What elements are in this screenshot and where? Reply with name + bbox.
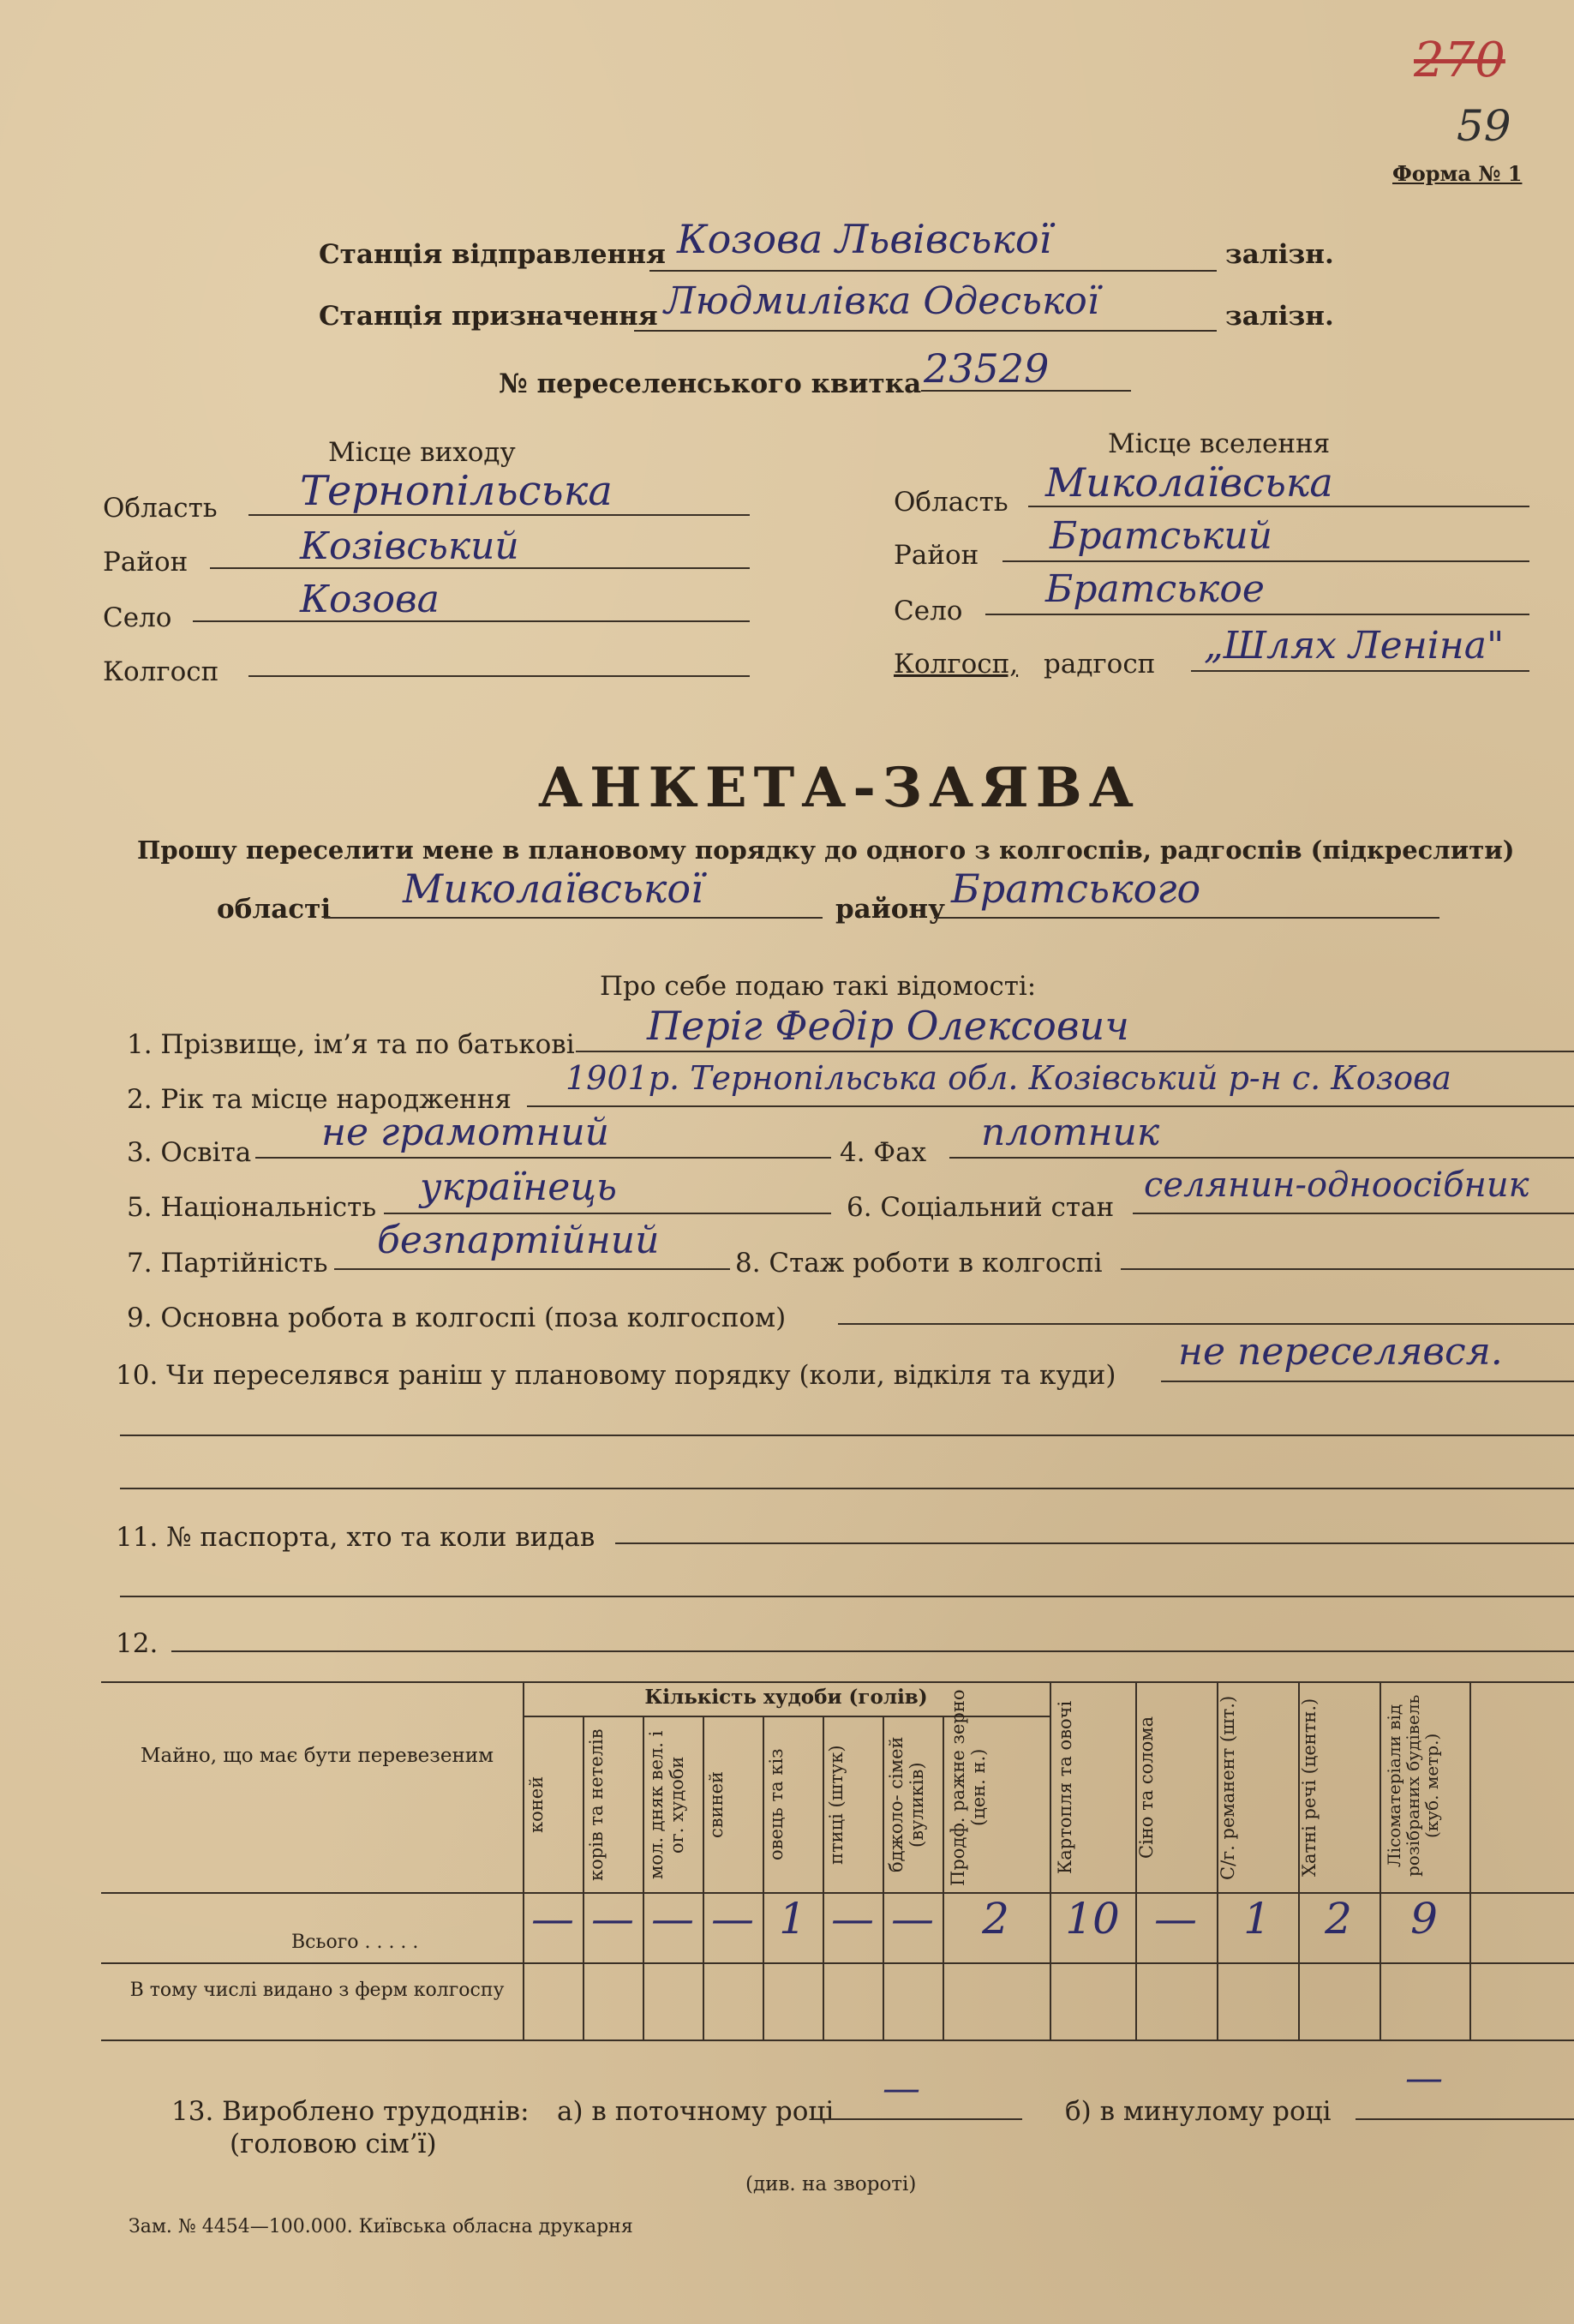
destination-kolhosp-label: Колгосп, (894, 649, 1019, 680)
request-oblast-line (324, 917, 823, 919)
current-year-label: а) в поточному році (557, 2096, 835, 2127)
q6-line (1133, 1213, 1574, 1214)
q11-line-2 (120, 1596, 1574, 1597)
destination-kolhosp-value: „Шлях Леніна" (1204, 624, 1505, 668)
arrival-line (634, 330, 1217, 332)
q3-value: не грамотний (321, 1111, 609, 1154)
q11-line (615, 1542, 1574, 1544)
q5-line (384, 1213, 831, 1214)
q1-value: Періг Федір Олексович (647, 1003, 1129, 1049)
livestock-header: Кількість худоби (голів) (644, 1686, 928, 1709)
q7-value: безпартійний (377, 1219, 660, 1262)
q2-line (527, 1105, 1574, 1107)
printer-note: Зам. № 4454—100.000. Київська обласна друкарня (129, 2216, 633, 2237)
archive-old-number: 270 (1414, 33, 1505, 88)
q12-label: 12. (116, 1628, 159, 1659)
origin-heading: Місце виходу (328, 437, 516, 468)
issued-label: В тому числі видано з ферм колгоспу (129, 1980, 505, 2001)
total-bee-families: — (891, 1894, 934, 1944)
origin-kolhosp-line (248, 675, 750, 677)
col-header-horses: коней (526, 1776, 547, 1834)
archive-new-number: 59 (1457, 101, 1511, 151)
request-raion-value: Братського (951, 866, 1201, 912)
total-hay: — (1154, 1894, 1197, 1944)
total-potatoes: 10 (1065, 1894, 1120, 1944)
col-header-hay: Сіно та солома (1136, 1716, 1157, 1860)
q9-label: 9. Основна робота в колгоспі (поза колгоспом) (127, 1303, 787, 1333)
table-col-divider-0 (523, 1681, 524, 2039)
origin-oblast-label: Область (103, 493, 218, 524)
q4-line (949, 1157, 1574, 1159)
col-header-grain: Продф. ражне зерно (цен. н.) (948, 1689, 989, 1886)
q4-value: плотник (981, 1111, 1160, 1154)
previous-year-line (1356, 2118, 1574, 2120)
col-header-timber: Лісоматеріали від розібраних будівель (куб. метр.) (1384, 1694, 1442, 1878)
total-horses: — (531, 1894, 574, 1944)
table-col-divider-5 (823, 1716, 824, 2039)
origin-selo-value: Козова (300, 578, 440, 621)
see-back-note: (див. на звороті) (745, 2173, 917, 2195)
q10-label: 10. Чи переселявся раніш у плановому порядку (коли, відкіля та куди) (116, 1360, 1116, 1391)
col-header-pigs: свиней (706, 1771, 727, 1839)
destination-raion-label: Район (894, 540, 979, 571)
col-header-cows: корів та нетелів (586, 1728, 607, 1881)
q10-line-2 (120, 1435, 1574, 1436)
q12-line (171, 1650, 1574, 1652)
col-header-potatoes: Картопля та овочі (1055, 1700, 1075, 1875)
destination-raion-value: Братський (1050, 514, 1273, 558)
previous-year-value: — (1405, 2057, 1443, 2100)
total-pigs: — (711, 1894, 754, 1944)
departure-railway-suffix: залізн. (1225, 239, 1334, 270)
q13-sub: (головою сім’ї) (230, 2129, 437, 2159)
total-young-cattle: — (651, 1894, 694, 1944)
q5-label: 5. Національність (127, 1192, 377, 1223)
total-poultry: — (831, 1894, 874, 1944)
table-col-divider-12 (1379, 1681, 1381, 2039)
col-header-household: Хатні речі (центн.) (1299, 1698, 1320, 1878)
q10-value: не переселявся. (1178, 1330, 1503, 1374)
origin-oblast-value: Тернопільська (300, 467, 613, 515)
departure-value: Козова Львівської (677, 216, 1052, 262)
table-col-divider-7 (943, 1716, 944, 2039)
ticket-value: 23529 (924, 345, 1050, 392)
q8-label: 8. Стаж роботи в колгоспі (735, 1248, 1103, 1279)
table-col-divider-8 (1050, 1681, 1051, 2039)
destination-raion-line (1002, 560, 1529, 562)
request-oblast-value: Миколаївської (403, 866, 703, 912)
total-grain: 2 (982, 1894, 1009, 1944)
q2-value: 1901р. Тернопільська обл. Козівський р-н с. Козова (566, 1059, 1451, 1097)
q2-label: 2. Рік та місце народження (127, 1084, 512, 1115)
destination-kolhosp-line (1191, 670, 1529, 672)
request-raion-label: району (835, 894, 945, 925)
request-raion-line (934, 917, 1439, 919)
col-header-young-cattle: мол. дняк вел. і ог. худоби (646, 1730, 687, 1879)
q4-label: 4. Фах (840, 1137, 927, 1168)
departure-line (649, 270, 1217, 272)
table-col-divider-4 (763, 1716, 764, 2039)
origin-raion-label: Район (103, 547, 189, 578)
q5-value: українець (420, 1165, 617, 1209)
q8-line (1121, 1268, 1574, 1270)
current-year-line (812, 2118, 1022, 2120)
destination-selo-line (985, 614, 1529, 615)
origin-selo-label: Село (103, 602, 172, 633)
q3-line (255, 1157, 831, 1159)
previous-year-label: б) в минулому році (1065, 2096, 1332, 2127)
q1-label: 1. Прізвище, ім’я та по батькові (127, 1029, 575, 1060)
form-title: АНКЕТА-ЗАЯВА (538, 756, 1140, 820)
q6-value: селянин-одноосібник (1144, 1165, 1529, 1205)
q13-label: 13. Вироблено трудоднів: (171, 2096, 530, 2127)
table-total-border (101, 1962, 1574, 1964)
table-col-divider-3 (703, 1716, 704, 2039)
arrival-railway-suffix: залізн. (1225, 301, 1334, 332)
intro-text: Про себе подаю такі відомості: (600, 971, 1037, 1002)
ticket-label: № переселенського квитка (499, 368, 922, 399)
destination-selo-value: Братськое (1045, 567, 1265, 611)
origin-selo-line (193, 620, 750, 622)
q1-line (576, 1051, 1574, 1052)
destination-oblast-label: Область (894, 487, 1008, 518)
col-header-sheep-goats: овець та кіз (766, 1748, 787, 1861)
col-header-bee-families: бджоло- сімей (вуликів) (886, 1736, 927, 1873)
table-col-divider-6 (883, 1716, 884, 2039)
table-col-divider-1 (583, 1716, 584, 2039)
table-col-divider-2 (643, 1716, 644, 2039)
arrival-label: Станція призначення (319, 301, 658, 332)
q10-line (1161, 1381, 1574, 1382)
destination-selo-label: Село (894, 596, 963, 626)
total-equipment: 1 (1243, 1894, 1271, 1944)
current-year-value: — (883, 2067, 920, 2111)
q11-label: 11. № паспорта, хто та коли видав (116, 1522, 595, 1553)
destination-heading: Місце вселення (1108, 428, 1331, 459)
col-header-poultry: птиці (штук) (826, 1745, 847, 1865)
q9-line (838, 1323, 1574, 1325)
departure-label: Станція відправлення (319, 239, 666, 270)
total-sheep-goats: 1 (779, 1894, 806, 1944)
destination-oblast-value: Миколаївська (1045, 459, 1333, 506)
table-bottom-border (101, 2039, 1574, 2041)
form-label: Форма № 1 (1392, 161, 1523, 186)
q6-label: 6. Соціальний стан (847, 1192, 1115, 1223)
destination-oblast-line (1028, 506, 1529, 507)
col-header-equipment: С/г. реманент (шт.) (1218, 1695, 1238, 1880)
destination-radhosp-label: радгосп (1044, 649, 1156, 680)
origin-raion-value: Козівський (300, 524, 519, 568)
arrival-value: Людмилівка Одеської (664, 279, 1099, 323)
q10-line-3 (120, 1488, 1574, 1489)
request-text: Прошу переселити мене в плановому порядку до одного з колгоспів, радгоспів (підкреслити) (137, 836, 1515, 865)
origin-kolhosp-label: Колгосп (103, 656, 219, 687)
total-cows: — (591, 1894, 634, 1944)
q7-line (334, 1268, 730, 1270)
table-col-divider-13 (1469, 1681, 1471, 2039)
total-label: Всього . . . . . (291, 1932, 419, 1953)
property-header: Майно, що має бути перевезеним (140, 1745, 494, 1767)
total-timber: 9 (1410, 1894, 1438, 1944)
q7-label: 7. Партійність (127, 1248, 328, 1279)
table-top-border (101, 1681, 1574, 1683)
request-oblast-label: області (217, 894, 332, 925)
q3-label: 3. Освіта (127, 1137, 252, 1168)
total-household: 2 (1325, 1894, 1352, 1944)
